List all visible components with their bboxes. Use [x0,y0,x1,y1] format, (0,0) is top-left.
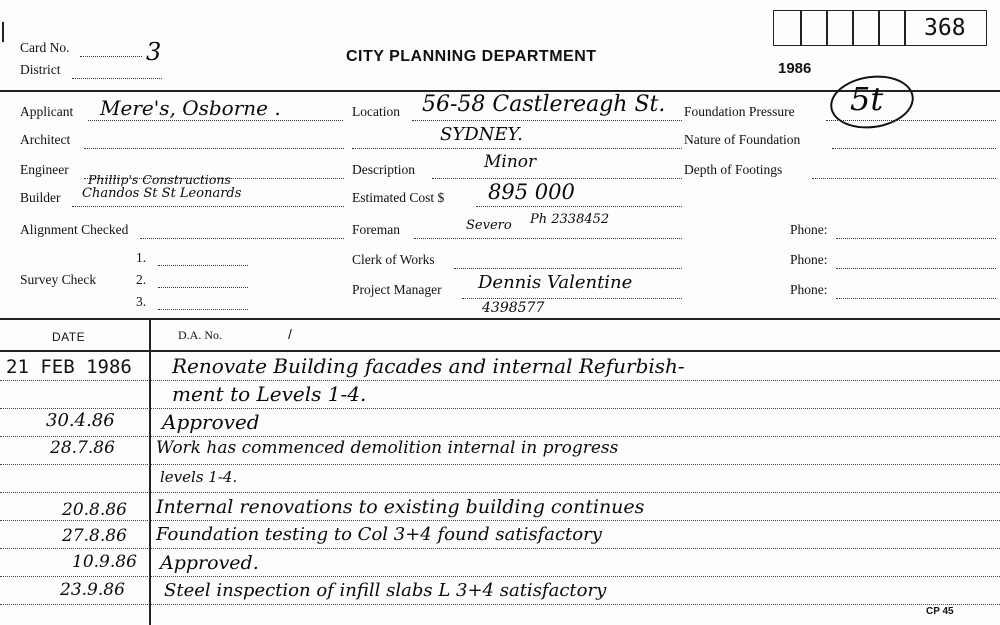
pm-label: Project Manager [352,282,442,297]
entry-text-7: Foundation testing to Col 3+4 found satisfactory [156,524,602,545]
entry-text-1: Renovate Building facades and internal Refurbish- [172,354,685,378]
alignment-label: Alignment Checked [20,222,129,237]
clerk-label: Clerk of Works [352,252,435,267]
entry-date-3: 30.4.86 [46,410,115,431]
phone-label-1: Phone: [790,222,828,237]
engineer-label: Engineer [20,162,69,177]
builder-label: Builder [20,190,61,205]
entry-text-8: Approved. [160,552,259,574]
foreman-phone: Ph 2338452 [530,212,610,227]
survey-item-3: 3. [136,294,147,309]
date-header: DATE [52,330,86,344]
corner-tick [2,22,4,42]
applicant-label: Applicant [20,104,74,119]
location-value: 56-58 Castlereagh St. [422,92,666,117]
entry-date-1: 21 FEB 1986 [6,356,132,378]
phone-label-2: Phone: [790,252,828,267]
pm-phone: 4398577 [482,300,545,316]
description-value: Minor [484,152,537,172]
entry-text-4: Work has commenced demolition internal in progress [156,438,619,458]
survey-item-2: 2. [136,272,147,287]
foundation-pressure-label: Foundation Pressure [684,104,795,119]
phone-label-3: Phone: [790,282,828,297]
foundation-pressure-value: 5t [850,80,884,118]
depth-label: Depth of Footings [684,162,783,177]
date-column-divider [149,318,151,625]
da-header: D.A. No. [178,328,222,342]
year: 1986 [778,60,812,77]
district-label: District [20,62,61,77]
cost-label: Estimated Cost $ [352,190,445,205]
builder-value-2: Chandos St St Leonards [82,186,242,201]
card-number-box [773,10,987,46]
card-no-value: 3 [146,38,162,66]
entry-text-5: levels 1-4. [160,468,238,486]
architect-label: Architect [20,132,71,147]
entry-text-2: ment to Levels 1-4. [172,382,367,406]
entry-date-7: 27.8.86 [62,526,127,546]
applicant-value: Mere's, Osborne . [100,96,281,120]
card-no-label: Card No. [20,40,70,55]
survey-label: Survey Check [20,272,97,287]
builder-value-1: Phillip's Constructions [88,172,231,187]
description-label: Description [352,162,415,177]
foreman-label: Foreman [352,222,400,237]
card-number: 368 [924,15,966,41]
survey-item-1: 1. [136,250,147,265]
location-label: Location [352,104,400,119]
entry-text-3: Approved [162,410,260,434]
entry-date-9: 23.9.86 [60,580,125,600]
cost-value: 895 000 [488,180,575,204]
entry-date-8: 10.9.86 [72,552,137,572]
form-code: CP 45 [926,606,954,617]
entry-date-6: 20.8.86 [62,500,127,520]
entry-date-4: 28.7.86 [50,438,115,458]
foreman-value: Severo [466,218,512,233]
department-title: CITY PLANNING DEPARTMENT [346,48,597,65]
da-value: / [288,326,292,342]
entry-text-9: Steel inspection of infill slabs L 3+4 satisfactory [164,580,607,601]
pm-value: Dennis Valentine [478,272,633,293]
location-value-2: SYDNEY. [440,124,523,145]
entry-text-6: Internal renovations to existing building continues [156,496,645,518]
nature-label: Nature of Foundation [684,132,801,147]
